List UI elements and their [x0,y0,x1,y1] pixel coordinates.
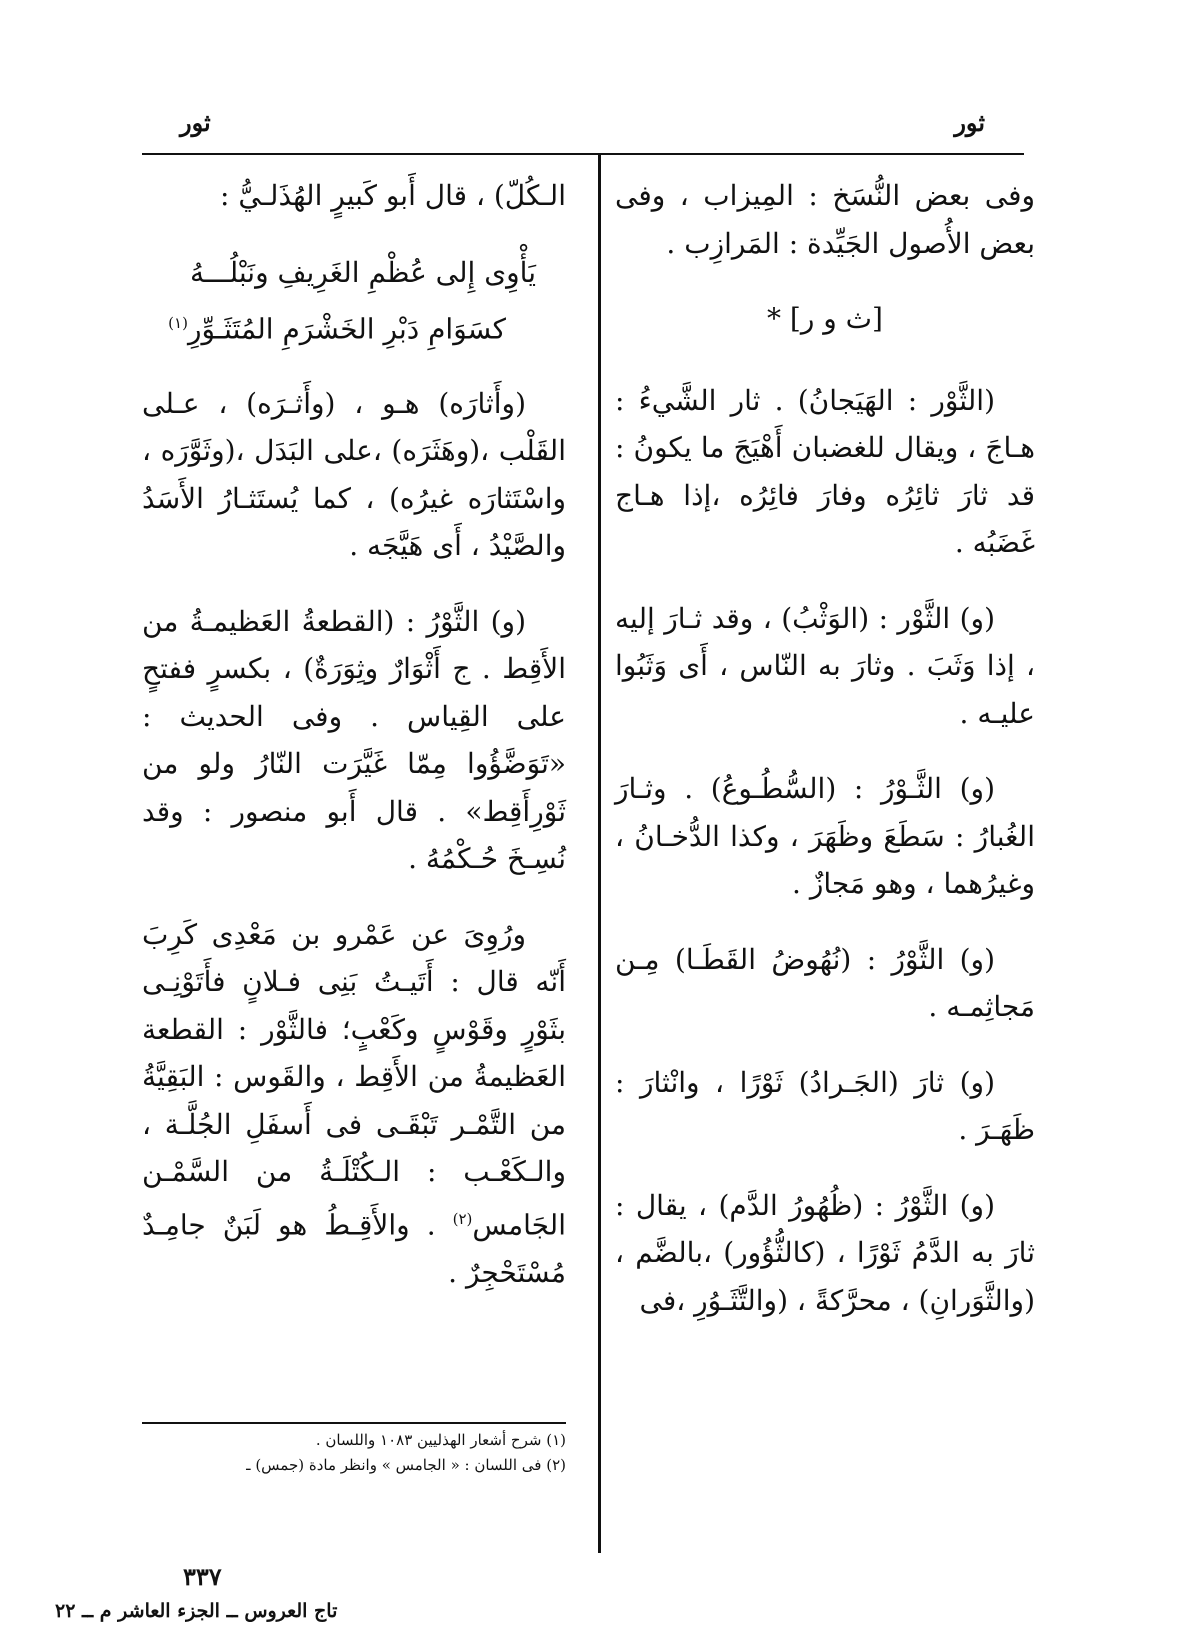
header-rule [142,153,1024,155]
running-head-right: ثور [954,108,985,137]
paragraph [142,911,566,1296]
section-title: [ث و ر] * [767,302,883,335]
paragraph: (الثَّوْر : الهَيَجانُ) . ثار الشَّيءُ : هـاجَ ، ويقال للغضبان أَهْيَجَ ما يكونُ : قد ثارَ ثائِرُه وفارَ فائِرُه ،إذا هـاج غَضَبُه . [615,383,1035,559]
paragraph: الـكُلّ) ، قال أَبو كَبيرٍ الهُذَلـيُّ : [220,179,566,212]
paragraph-text: ورُوِىَ عن عَمْرو بن مَعْدِى كَرِبَ أَنّه قال : أَتَيـتُ بَنِى فـلانٍ فأَتَوْنِـى بثَوْرٍ وقَوْسٍ وكَعْبٍ؛ فالثَّوْر : القطعة العَظيمةُ من الأَقِط ، والقَوس : البَقِيَّةُ من التَّمْـر تَبْقَـى فى أَسفَلِ الجُلَّـة ، والـكَعْـب : الـكُتْلَـةُ من السَّمْـن الجَامس [142,917,566,1242]
paragraph: (و) الثَّـوْرُ : (السُّطُـوعُ) . وثـارَ الغُبارُ : سَطَعَ وظَهَرَ ، وكذا الدُّخـانُ ، وغيرُهما ، وهو مَجازٌ . [615,772,1035,900]
verse-line [142,298,566,354]
footnote-marker: (٢) [452,1209,473,1228]
paragraph: (و) الثَّوْرُ : (نُهُوضُ القَطَـا) مِـن مَجاثِمـه . [615,942,1035,1023]
paragraph: (و) الثَّوْرُ : (ظُهُورُ الدَّم) ، يقال : ثارَ به الدَّمُ ثَوْرًا ، (كالثُّؤُور) ،بالضَّم ، (والثَّوَرانِ) ، محرَّكةً ، (والتَّثَـوُرِ ،فى [615,1188,1035,1317]
verse-text: كسَوَامِ دَبْرِ الخَشْرَمِ المُتَثَـوِّرِ [187,311,506,345]
footnotes [142,1428,566,1478]
footnote-marker: (١) [168,313,188,332]
left-column [142,172,566,1324]
paragraph: (و) ثارَ (الجَـرادُ) ثَوْرًا ، وانْثارَ : ظَهَـرَ . [615,1065,1035,1146]
footnote: (٢) فى اللسان : « الجامس » وانظر مادة (جمس) ـ [246,1456,566,1474]
column-divider [598,155,601,1553]
running-head-left: ثور [180,108,211,137]
paragraph-text: . والأَقِـطُ هو لَبَنٌ جامِـدٌ مُسْتَحْجِرٌ . [142,1208,566,1289]
right-column [615,172,1035,1352]
paragraph: وفى بعض النُّسَخ : المِيزاب ، وفى بعض الأُصول الجَيِّدة : المَرازِب . [615,179,1035,260]
page-number: ٣٣٧ [183,1562,222,1591]
footnote: (١) شرح أشعار الهذليين ١٠٨٣ واللسان . [315,1431,566,1449]
paragraph: (و) الثَّوْرُ : (القطعةُ العَظيمـةُ من الأَقِط . ج أَثْوَارٌ وثِوَرَةٌ) ، بكسرٍ ففتحٍ على القِياس . وفى الحديث : «تَوَضَّؤُوا مِمّا غَيَّرَت النّارُ ولو من ثَوْرِأَقِط» . قال أَبو منصور : وقد نُسِـخَ حُـكْمُهُ . [142,604,566,876]
paragraph: (وأَثارَه) هـو ، (وأَثـرَه) ، عـلى القَلْب ،(وهَثَرَه) ،على البَدَل ،(وثَوَّرَه ، واسْتَثارَه غيرُه) ، كما يُستَثـارُ الأَسَدُ والصَّيْدُ ، أَى هَيَّجَه . [142,386,566,563]
footnote-rule [142,1422,566,1424]
poetry-verse [142,248,566,354]
footer-signature: تاج العروس ــ الجزء العاشر م ــ ٢٢ [55,1600,338,1622]
verse-line: يَأْوِى إِلى عُظْمِ الغَرِيفِ ونَبْلُـــهُ [189,255,536,289]
paragraph: (و) الثَّوْر : (الوَثْبُ) ، وقد ثـارَ إليه ، إذا وَثَبَ . وثارَ به النّاس ، أَى وَثَبُوا عليـه . [615,601,1035,730]
